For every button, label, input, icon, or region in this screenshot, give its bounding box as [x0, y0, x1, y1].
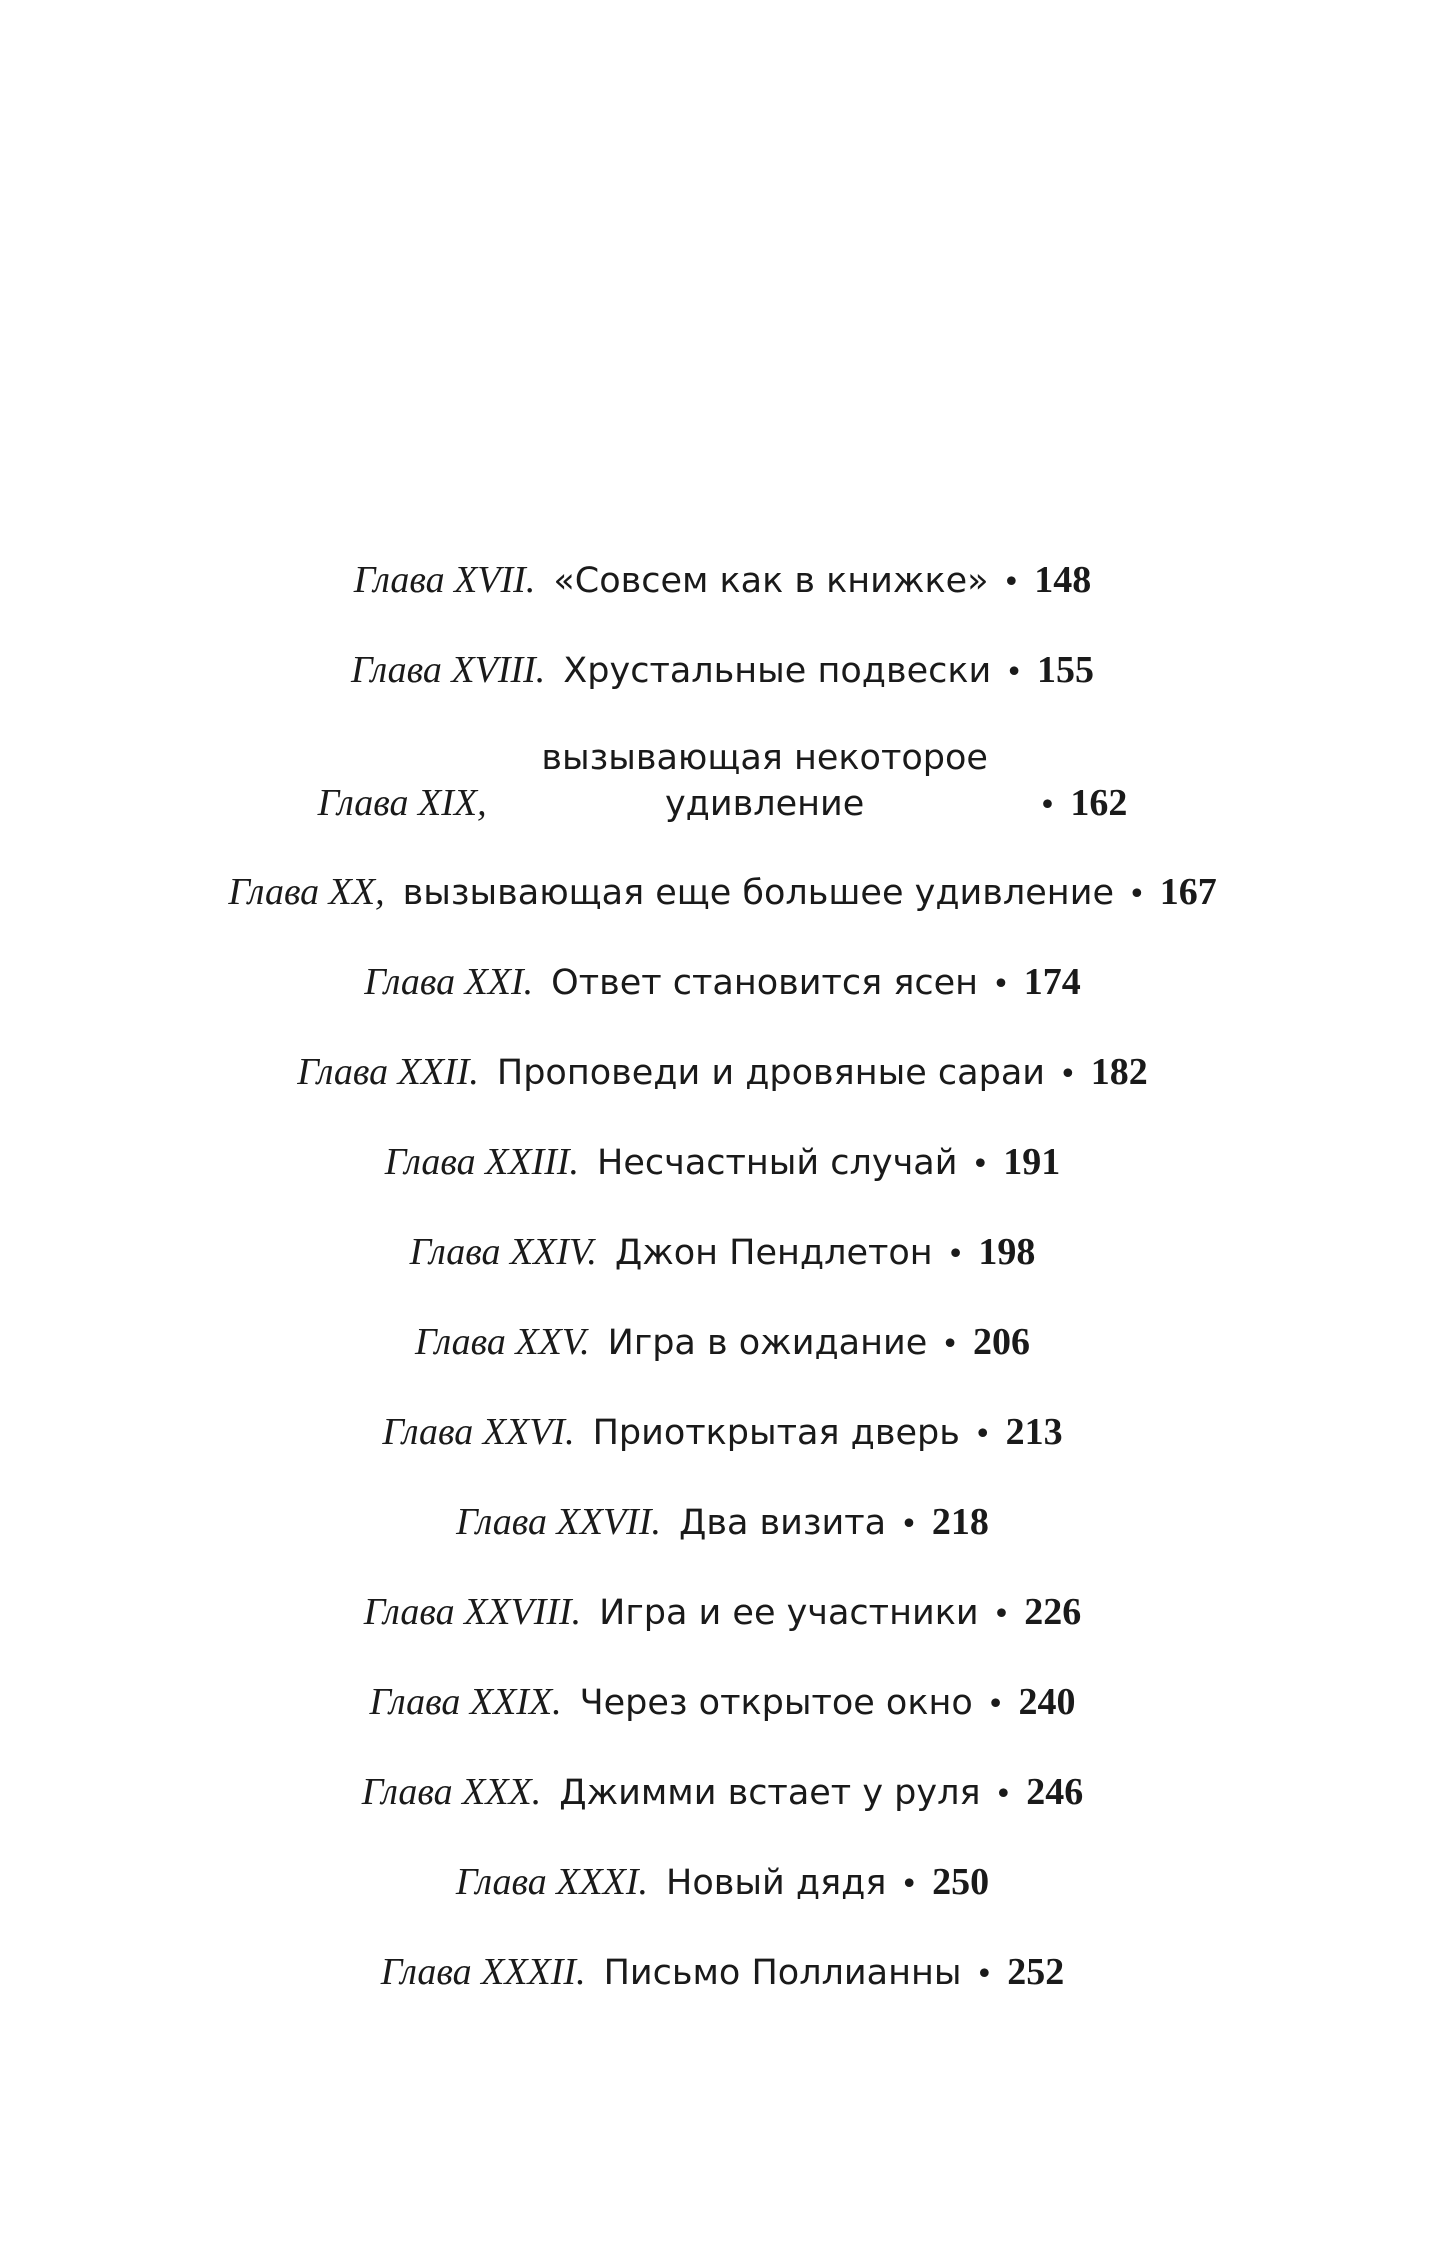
separator-dot: • [1005, 655, 1023, 690]
chapter-number: Глава XXVII. [456, 1501, 661, 1543]
toc-entry [150, 1407, 1295, 1460]
page-number: 198 [978, 1231, 1036, 1273]
chapter-number: Глава XVII. [353, 559, 536, 601]
page-number: 174 [1023, 961, 1081, 1003]
chapter-title: Джон Пендлетон [614, 1233, 933, 1273]
separator-dot: • [900, 1507, 918, 1542]
chapter-number: Глава XXI. [364, 961, 534, 1003]
chapter-title: «Совсем как в книжке» [553, 561, 989, 601]
chapter-title: Игра и ее участники [599, 1593, 979, 1633]
chapter-number: Глава XXIV. [409, 1231, 597, 1273]
page-number: 162 [1070, 782, 1128, 824]
separator-dot: • [1059, 1057, 1077, 1092]
page-number: 155 [1036, 649, 1094, 691]
chapter-number: Глава XXII. [297, 1051, 479, 1093]
chapter-number: Глава XXX. [361, 1771, 542, 1813]
chapter-title: Два визита [678, 1503, 887, 1543]
page-number: 250 [932, 1861, 990, 1903]
chapter-number: Глава XXVIII. [363, 1591, 582, 1633]
toc-entry [150, 1497, 1295, 1550]
separator-dot: • [900, 1867, 919, 1902]
page-number: 226 [1024, 1591, 1082, 1633]
page-number: 167 [1159, 871, 1217, 913]
chapter-number: Глава XXIII. [384, 1141, 580, 1183]
toc-entry [150, 1137, 1295, 1190]
toc-entry [150, 1767, 1295, 1820]
chapter-title: Новый дядя [666, 1863, 887, 1903]
toc-entry [150, 1227, 1295, 1280]
chapter-title: вызывающая еще большее удивление [402, 873, 1114, 913]
page-number: 206 [972, 1321, 1030, 1363]
separator-dot: • [1002, 565, 1021, 600]
chapter-number: Глава XIX, [317, 782, 487, 824]
toc-entry [150, 1587, 1295, 1640]
toc-entry [150, 645, 1295, 698]
toc-entry [150, 957, 1295, 1010]
separator-dot: • [971, 1147, 990, 1182]
page-number: 148 [1034, 559, 1092, 601]
separator-dot: • [941, 1327, 959, 1362]
page-number: 240 [1018, 1681, 1076, 1723]
toc-entry [150, 1947, 1295, 2000]
separator-dot: • [1038, 788, 1057, 823]
toc-entry [150, 1857, 1295, 1910]
chapter-number: Глава XX, [228, 871, 385, 913]
chapter-title: Письмо Поллианны [603, 1953, 962, 1993]
chapter-title: Хрустальные подвески [563, 651, 992, 691]
toc-entry [150, 735, 1295, 829]
separator-dot: • [975, 1957, 994, 1992]
page-number: 213 [1005, 1411, 1063, 1453]
separator-dot: • [994, 1777, 1013, 1812]
chapter-title: Проповеди и дровяные сараи [496, 1053, 1046, 1093]
toc-entry [150, 867, 1295, 920]
chapter-number: Глава XXV. [415, 1321, 590, 1363]
chapter-number: Глава XXXI. [455, 1861, 649, 1903]
toc-entry [150, 1677, 1295, 1730]
table-of-contents [150, 555, 1295, 2037]
separator-dot: • [992, 967, 1010, 1002]
chapter-title: Игра в ожидание [607, 1323, 928, 1363]
chapter-title: Ответ становится ясен [551, 963, 979, 1003]
chapter-title: Приоткрытая дверь [592, 1413, 960, 1453]
chapter-number: Глава XXIX. [369, 1681, 562, 1723]
separator-dot: • [992, 1597, 1011, 1632]
page-number: 191 [1003, 1141, 1061, 1183]
page-number: 218 [931, 1501, 989, 1543]
chapter-title: Джимми встает у руля [559, 1773, 981, 1813]
separator-dot: • [946, 1237, 965, 1272]
toc-entry [150, 555, 1295, 608]
chapter-number: Глава XXVI. [382, 1411, 575, 1453]
separator-dot: • [1127, 877, 1146, 912]
chapter-title: Несчастный случай [597, 1143, 958, 1183]
toc-entry [150, 1047, 1295, 1100]
chapter-number: Глава XVIII. [351, 649, 546, 691]
separator-dot: • [986, 1687, 1005, 1722]
chapter-title: вызывающая некоторое удивление [541, 738, 988, 824]
chapter-number: Глава XXXII. [380, 1951, 586, 1993]
page-number: 252 [1007, 1951, 1065, 1993]
toc-entry [150, 1317, 1295, 1370]
separator-dot: • [973, 1417, 992, 1452]
page-number: 182 [1090, 1051, 1148, 1093]
page-number: 246 [1026, 1771, 1084, 1813]
chapter-title: Через открытое окно [579, 1683, 973, 1723]
